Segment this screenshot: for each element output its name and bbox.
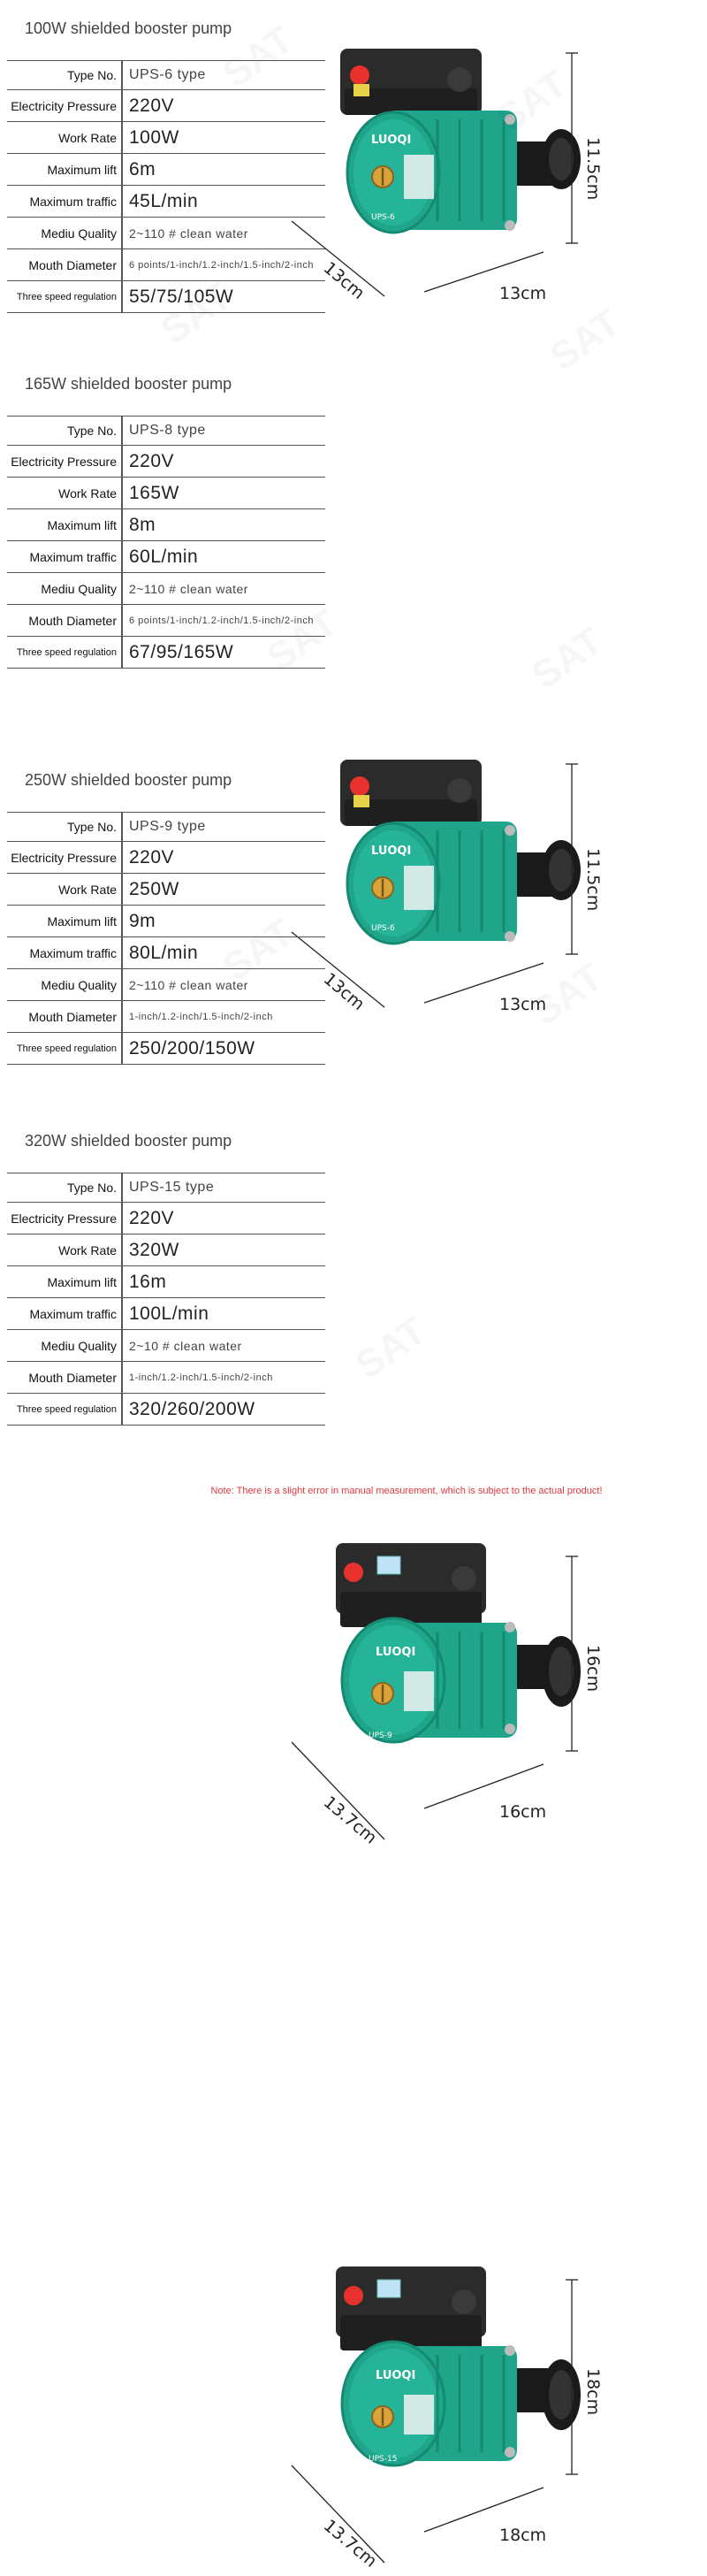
spec-row: [7, 60, 325, 90]
spec-row: [7, 1362, 325, 1394]
dim-height: 18cm: [583, 2368, 603, 2416]
column-divider: [121, 509, 123, 540]
spec-row: [7, 1298, 325, 1330]
spec-row: [7, 605, 325, 637]
spec-row: [7, 509, 325, 541]
column-divider: [121, 478, 123, 508]
column-divider: [121, 154, 123, 185]
spec-value: 60L/min: [129, 546, 199, 567]
spec-label: Type No.: [66, 820, 117, 834]
column-divider: [121, 541, 123, 572]
section-title: 320W shielded booster pump: [25, 1132, 232, 1150]
spec-row: [7, 218, 325, 249]
spec-label: Maximum lift: [47, 1274, 117, 1289]
spec-label: Mediu Quality: [41, 1338, 117, 1353]
spec-value: 220V: [129, 1207, 175, 1228]
spec-value: 45L/min: [129, 190, 199, 211]
pump-model-text: UPS-6: [371, 213, 395, 222]
column-divider: [121, 249, 123, 280]
spec-row: [7, 1203, 325, 1234]
spec-row: [7, 1394, 325, 1426]
column-divider: [121, 281, 123, 312]
spec-table: [7, 812, 325, 1065]
section-title: 100W shielded booster pump: [25, 19, 232, 37]
column-divider: [121, 218, 123, 248]
spec-table: [7, 1173, 325, 1426]
spec-row: [7, 573, 325, 605]
spec-label: Electricity Pressure: [11, 454, 117, 469]
spec-label: Work Rate: [58, 1242, 117, 1257]
spec-row: [7, 281, 325, 313]
spec-row: [7, 637, 325, 669]
spec-row: [7, 249, 325, 281]
spec-label: Electricity Pressure: [11, 98, 117, 113]
column-divider: [121, 813, 123, 841]
dim-width: 13cm: [499, 995, 547, 1014]
spec-row: [7, 812, 325, 842]
spec-value: 2~110 # clean water: [129, 225, 248, 241]
spec-label: Three speed regulation: [16, 1403, 117, 1415]
spec-label: Three speed regulation: [16, 291, 117, 302]
column-divider: [121, 842, 123, 873]
column-divider: [121, 61, 123, 89]
pump-model-text: UPS-15: [369, 2455, 398, 2464]
brand-logo-text: LUOQI: [376, 1646, 416, 1659]
pump-model-text: UPS-6: [371, 924, 395, 933]
spec-value: 6 points/1-inch/1.2-inch/1.5-inch/2-inch: [129, 615, 314, 626]
spec-label: Maximum traffic: [29, 945, 117, 960]
spec-label: Electricity Pressure: [11, 1211, 117, 1226]
spec-label: Maximum traffic: [29, 194, 117, 209]
spec-row: [7, 842, 325, 874]
spec-label: Mediu Quality: [41, 225, 117, 241]
spec-value: 67/95/165W: [129, 641, 234, 662]
spec-value: 2~110 # clean water: [129, 977, 248, 992]
spec-row: [7, 446, 325, 478]
spec-label: Mediu Quality: [41, 977, 117, 992]
spec-value: 2~10 # clean water: [129, 1338, 242, 1353]
measurement-note: Note: There is a slight error in manual measurement, which is subject to the actual product!: [210, 1486, 603, 1496]
dim-width: 18cm: [499, 2526, 547, 2545]
column-divider: [121, 637, 123, 668]
spec-row: [7, 90, 325, 122]
spec-label: Maximum traffic: [29, 1306, 117, 1321]
column-divider: [121, 605, 123, 636]
spec-row: [7, 541, 325, 573]
spec-value: 8m: [129, 514, 156, 535]
spec-table: [7, 416, 325, 669]
column-divider: [121, 874, 123, 905]
section-title: 165W shielded booster pump: [25, 375, 232, 393]
spec-value: UPS-8 type: [129, 423, 206, 438]
spec-label: Type No.: [66, 424, 117, 438]
dim-width: 16cm: [499, 1802, 547, 1822]
spec-label: Three speed regulation: [16, 1043, 117, 1054]
spec-label: Work Rate: [58, 485, 117, 501]
dim-depth: 13cm: [319, 257, 369, 303]
spec-value: 220V: [129, 95, 175, 116]
section-title: 250W shielded booster pump: [25, 771, 232, 789]
spec-value: 80L/min: [129, 942, 199, 963]
spec-row: [7, 1001, 325, 1033]
spec-value: 16m: [129, 1271, 167, 1292]
spec-table: [7, 60, 325, 313]
column-divider: [121, 90, 123, 121]
pump-image: [319, 2262, 703, 2576]
column-divider: [121, 1298, 123, 1329]
column-divider: [121, 573, 123, 604]
spec-label: Mouth Diameter: [28, 1009, 117, 1024]
pump-body: [336, 1543, 581, 1742]
spec-row: [7, 154, 325, 186]
spec-value: 250W: [129, 878, 179, 899]
column-divider: [121, 1330, 123, 1361]
spec-value: 220V: [129, 450, 175, 471]
spec-value: 220V: [129, 846, 175, 868]
column-divider: [121, 937, 123, 968]
dim-depth: 13cm: [319, 968, 369, 1014]
column-divider: [121, 1173, 123, 1202]
spec-value: 1-inch/1.2-inch/1.5-inch/2-inch: [129, 1372, 273, 1383]
column-divider: [121, 186, 123, 217]
spec-label: Maximum lift: [47, 913, 117, 929]
spec-value: UPS-15 type: [129, 1180, 215, 1195]
spec-label: Type No.: [66, 68, 117, 82]
spec-row: [7, 969, 325, 1001]
column-divider: [121, 1001, 123, 1032]
spec-label: Maximum lift: [47, 162, 117, 177]
spec-row: [7, 478, 325, 509]
pump-model-text: UPS-9: [369, 1731, 392, 1740]
spec-label: Type No.: [66, 1181, 117, 1195]
pump-image: [319, 1539, 703, 1853]
spec-label: Mouth Diameter: [28, 257, 117, 272]
spec-value: 2~110 # clean water: [129, 581, 248, 596]
spec-label: Work Rate: [58, 882, 117, 897]
spec-label: Electricity Pressure: [11, 850, 117, 865]
spec-label: Three speed regulation: [16, 646, 117, 658]
spec-value: UPS-6 type: [129, 67, 206, 82]
spec-row: [7, 874, 325, 906]
column-divider: [121, 1234, 123, 1265]
spec-label: Maximum traffic: [29, 549, 117, 564]
spec-row: [7, 937, 325, 969]
dim-depth: 13.7cm: [319, 2515, 381, 2572]
dim-height: 11.5cm: [583, 848, 603, 912]
spec-value: 100W: [129, 126, 179, 148]
column-divider: [121, 969, 123, 1000]
pump-section: [0, 9, 707, 363]
spec-value: 320/260/200W: [129, 1398, 255, 1419]
column-divider: [121, 1362, 123, 1393]
spec-label: Work Rate: [58, 130, 117, 145]
pump-body: [336, 2266, 581, 2465]
column-divider: [121, 1266, 123, 1297]
spec-value: 9m: [129, 910, 156, 931]
spec-value: 165W: [129, 482, 179, 503]
spec-label: Mouth Diameter: [28, 613, 117, 628]
pump-image: [319, 35, 703, 349]
dim-height: 11.5cm: [583, 137, 603, 201]
dim-depth: 13.7cm: [319, 1792, 381, 1848]
brand-logo-text: LUOQI: [371, 845, 412, 858]
spec-row: [7, 1173, 325, 1203]
spec-value: 6 points/1-inch/1.2-inch/1.5-inch/2-inch: [129, 259, 314, 271]
spec-label: Maximum lift: [47, 517, 117, 532]
spec-row: [7, 1266, 325, 1298]
spec-row: [7, 186, 325, 218]
column-divider: [121, 446, 123, 477]
spec-value: 100L/min: [129, 1303, 209, 1324]
brand-logo-text: LUOQI: [371, 134, 412, 147]
dim-width: 13cm: [499, 284, 547, 303]
column-divider: [121, 906, 123, 936]
spec-label: Mouth Diameter: [28, 1370, 117, 1385]
spec-row: [7, 416, 325, 446]
spec-row: [7, 906, 325, 937]
spec-value: 55/75/105W: [129, 286, 234, 307]
column-divider: [121, 1203, 123, 1234]
spec-row: [7, 1033, 325, 1065]
column-divider: [121, 1033, 123, 1064]
spec-value: 6m: [129, 158, 156, 180]
column-divider: [121, 122, 123, 153]
brand-logo-text: LUOQI: [376, 2369, 416, 2382]
spec-value: 250/200/150W: [129, 1037, 255, 1059]
spec-value: 1-inch/1.2-inch/1.5-inch/2-inch: [129, 1011, 273, 1022]
spec-row: [7, 1330, 325, 1362]
dim-height: 16cm: [583, 1645, 603, 1693]
spec-value: 320W: [129, 1239, 179, 1260]
spec-label: Mediu Quality: [41, 581, 117, 596]
spec-value: UPS-9 type: [129, 819, 206, 834]
column-divider: [121, 417, 123, 445]
spec-row: [7, 122, 325, 154]
column-divider: [121, 1394, 123, 1425]
spec-row: [7, 1234, 325, 1266]
